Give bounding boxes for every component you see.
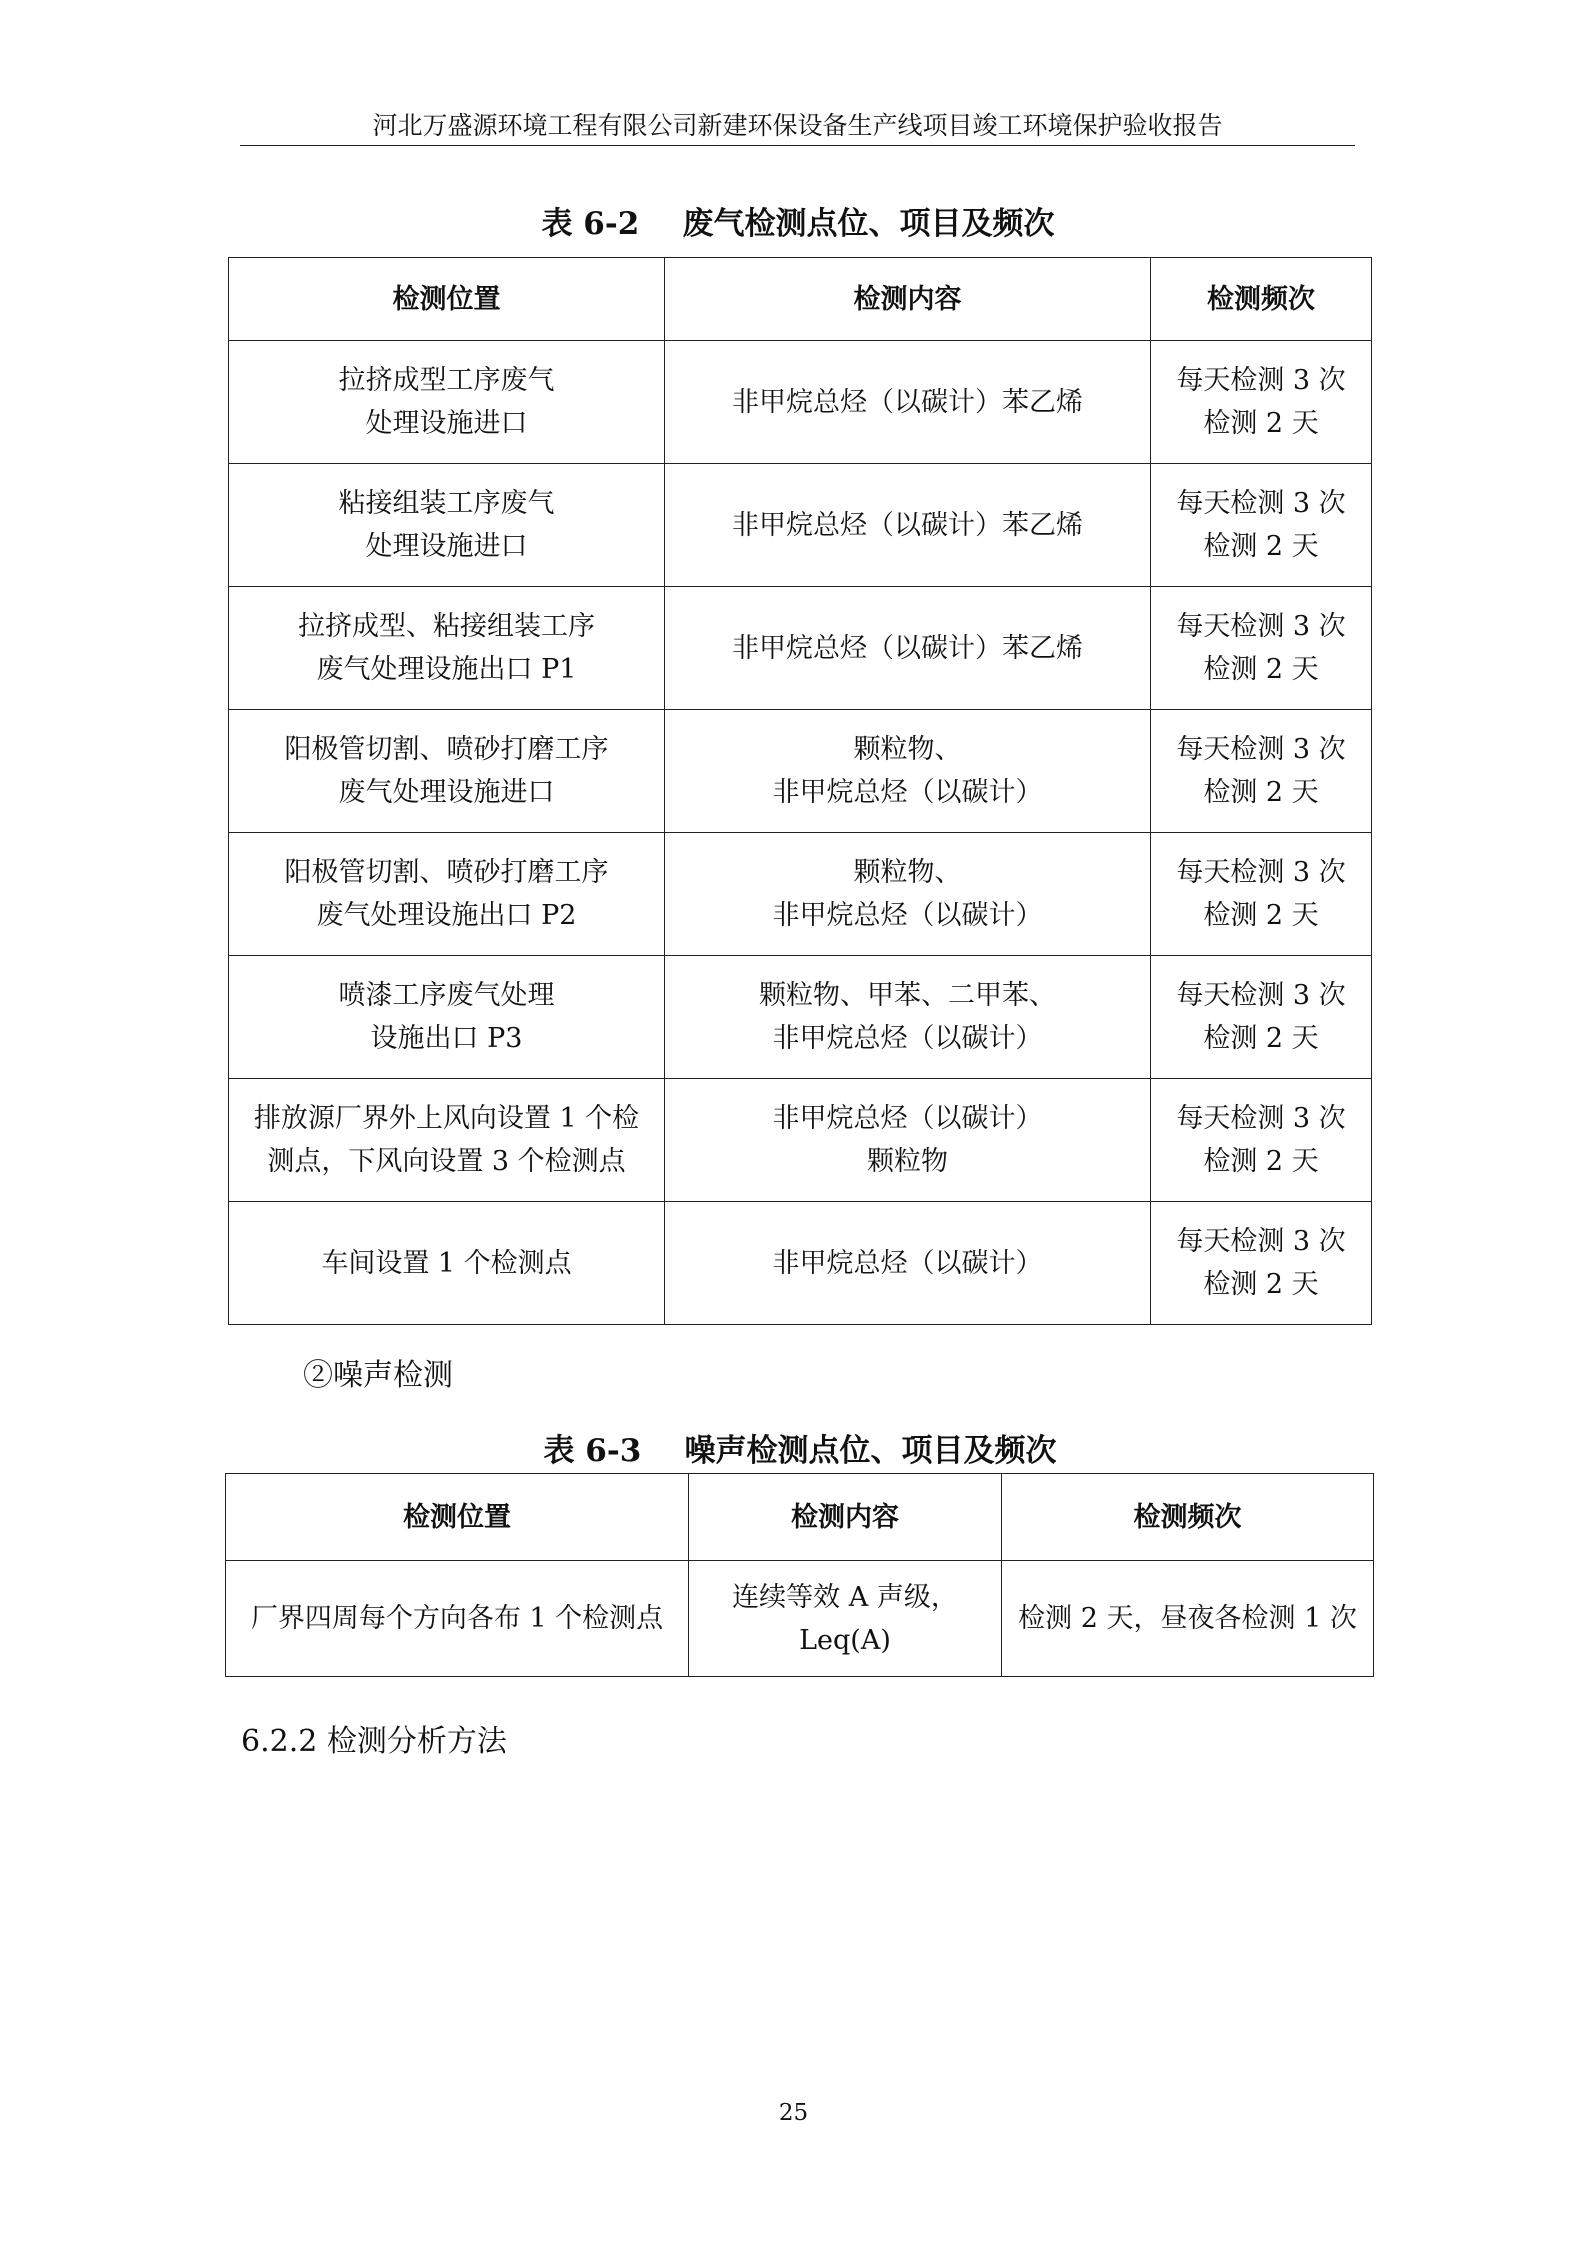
table-row xyxy=(229,587,1372,710)
cell-location: 阳极管切割、喷砂打磨工序 废气处理设施出口 P2 xyxy=(229,833,665,956)
table-row xyxy=(229,1202,1372,1325)
cell-location: 车间设置 1 个检测点 xyxy=(229,1202,665,1325)
column-header-frequency: 检测频次 xyxy=(1002,1474,1374,1561)
cell-location: 排放源厂界外上风向设置 1 个检 测点，下风向设置 3 个检测点 xyxy=(229,1079,665,1202)
header-rule xyxy=(240,145,1355,146)
table-row xyxy=(229,464,1372,587)
table-6-2 xyxy=(228,257,1372,1325)
table-6-3 xyxy=(225,1473,1374,1677)
column-header-location: 检测位置 xyxy=(226,1474,689,1561)
table-row xyxy=(229,341,1372,464)
cell-location: 阳极管切割、喷砂打磨工序 废气处理设施进口 xyxy=(229,710,665,833)
cell-content: 颗粒物、甲苯、二甲苯、 非甲烷总烃（以碳计） xyxy=(665,956,1151,1079)
cell-content: 非甲烷总烃（以碳计） xyxy=(665,1202,1151,1325)
column-header-content: 检测内容 xyxy=(665,258,1151,341)
table-header-row xyxy=(226,1474,1374,1561)
cell-frequency: 每天检测 3 次 检测 2 天 xyxy=(1151,710,1372,833)
column-header-location: 检测位置 xyxy=(229,258,665,341)
cell-content: 非甲烷总烃（以碳计）苯乙烯 xyxy=(665,587,1151,710)
cell-frequency: 检测 2 天，昼夜各检测 1 次 xyxy=(1002,1561,1374,1677)
table-6-2-caption: 表 6-2 废气检测点位、项目及频次 xyxy=(541,206,1055,242)
cell-content: 颗粒物、 非甲烷总烃（以碳计） xyxy=(665,710,1151,833)
cell-content: 非甲烷总烃（以碳计）苯乙烯 xyxy=(665,464,1151,587)
column-header-content: 检测内容 xyxy=(689,1474,1002,1561)
cell-frequency: 每天检测 3 次 检测 2 天 xyxy=(1151,833,1372,956)
section-heading: 6.2.2 检测分析方法 xyxy=(241,1724,507,1759)
cell-content: 非甲烷总烃（以碳计）苯乙烯 xyxy=(665,341,1151,464)
cell-frequency: 每天检测 3 次 检测 2 天 xyxy=(1151,1202,1372,1325)
table-row xyxy=(229,833,1372,956)
cell-content: 连续等效 A 声级， Leq(A) xyxy=(689,1561,1002,1677)
table-row xyxy=(226,1561,1374,1677)
cell-frequency: 每天检测 3 次 检测 2 天 xyxy=(1151,464,1372,587)
page-number: 25 xyxy=(778,2100,809,2126)
cell-content: 颗粒物、 非甲烷总烃（以碳计） xyxy=(665,833,1151,956)
table-6-3-caption: 表 6-3 噪声检测点位、项目及频次 xyxy=(543,1433,1057,1469)
cell-frequency: 每天检测 3 次 检测 2 天 xyxy=(1151,341,1372,464)
cell-location: 拉挤成型工序废气 处理设施进口 xyxy=(229,341,665,464)
cell-frequency: 每天检测 3 次 检测 2 天 xyxy=(1151,1079,1372,1202)
column-header-frequency: 检测频次 xyxy=(1151,258,1372,341)
cell-location: 喷漆工序废气处理 设施出口 P3 xyxy=(229,956,665,1079)
table-header-row xyxy=(229,258,1372,341)
cell-location: 粘接组装工序废气 处理设施进口 xyxy=(229,464,665,587)
table-row xyxy=(229,1079,1372,1202)
table-row xyxy=(229,956,1372,1079)
cell-content: 非甲烷总烃（以碳计） 颗粒物 xyxy=(665,1079,1151,1202)
cell-frequency: 每天检测 3 次 检测 2 天 xyxy=(1151,956,1372,1079)
cell-location: 厂界四周每个方向各布 1 个检测点 xyxy=(226,1561,689,1677)
cell-frequency: 每天检测 3 次 检测 2 天 xyxy=(1151,587,1372,710)
running-header: 河北万盛源环境工程有限公司新建环保设备生产线项目竣工环境保护验收报告 xyxy=(372,111,1223,140)
table-row xyxy=(229,710,1372,833)
noise-subheading: ②噪声检测 xyxy=(303,1358,453,1393)
cell-location: 拉挤成型、粘接组装工序 废气处理设施出口 P1 xyxy=(229,587,665,710)
